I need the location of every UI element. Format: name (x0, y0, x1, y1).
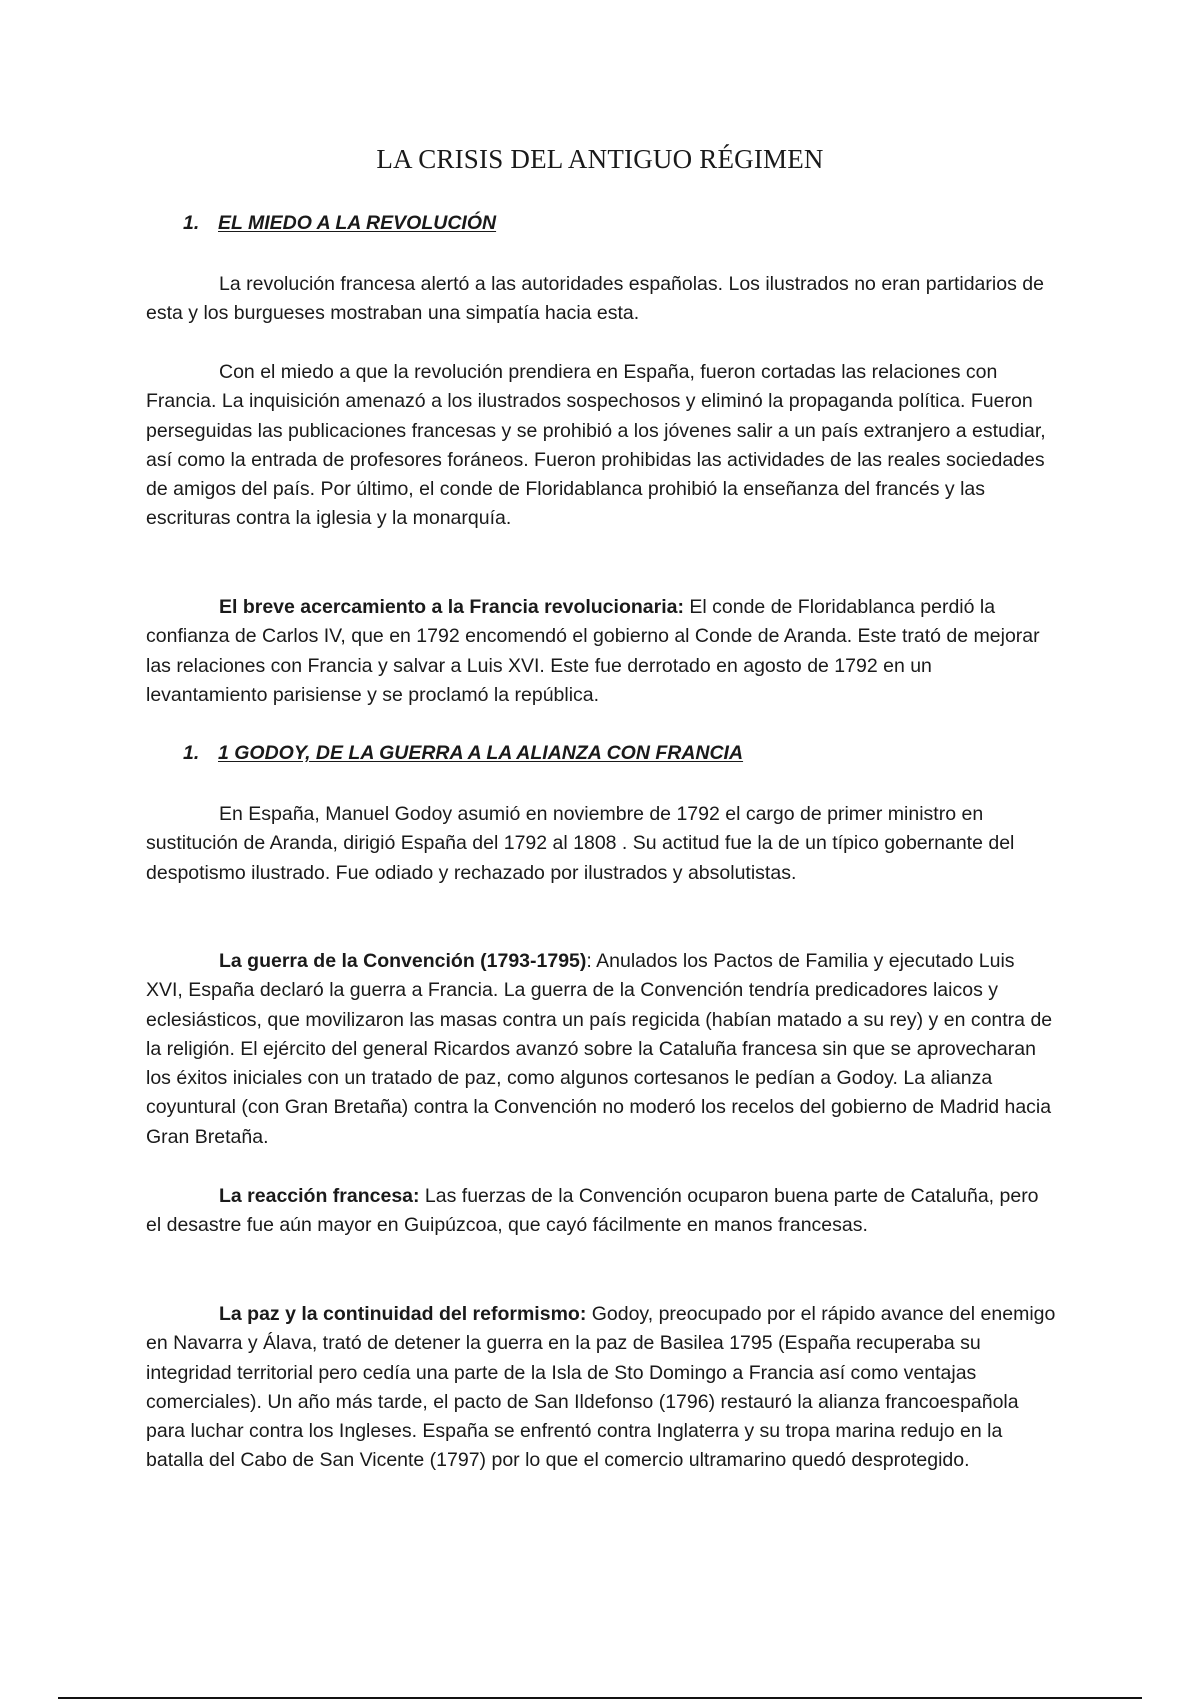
paragraph-revolucion-alerta: La revolución francesa alertó a las autoridades españolas. Los ilustrados no eran partidarios de esta y los burgueses mostraban una simpatía hacia esta. (146, 273, 1044, 325)
paragraph-bold-lead: El breve acercamiento a la Francia revolucionaria: (219, 596, 684, 618)
section-heading-godoy (183, 742, 743, 765)
footer-divider (58, 1697, 1142, 1699)
paragraph-bold-lead: La guerra de la Convención (1793-1795) (219, 950, 587, 972)
paragraph-body: Godoy, preocupado por el rápido avance del enemigo en Navarra y Álava, trató de detener la guerra en la paz de Basilea 1795 (España recuperaba su integridad territorial pero cedía una parte de la Isla de Sto Domingo a Francia así como ventajas comerciales). Un año más tarde, el pacto de San Ildefonso (1796) restauró la alianza francoespañola para luchar contra los Ingleses. España se enfrentó contra Inglaterra y su tropa marina redujo en la batalla del Cabo de San Vicente (1797) por lo que el comercio ultramarino quedó desprotegido. (146, 1303, 1056, 1472)
paragraph-body: : Anulados los Pactos de Familia y ejecutado Luis XVI, España declaró la guerra a Francia. La guerra de la Convención tendría predicadores laicos y eclesiásticos, que movilizaron las masas contra un país regicida (habían matado a su rey) y en contra de la religión. El ejército del general Ricardos avanzó sobre la Cataluña francesa sin que se aprovecharan los éxitos iniciales con un tratado de paz, como algunos cortesanos le pedían a Godoy. La alianza coyuntural (con Gran Bretaña) contra la Convención no moderó los recelos del gobierno de Madrid hacia Gran Bretaña. (146, 950, 1053, 1148)
section-number: 1. (183, 742, 200, 764)
paragraph-miedo-revolucion: Con el miedo a que la revolución prendiera en España, fueron cortadas las relaciones con Francia. La inquisición amenazó a los ilustrados sospechosos y eliminó la propaganda política. Fueron perseguidas las publicaciones francesas y se prohibió a los jóvenes salir a un país extranjero a estudiar, así como la entrada de profesores foráneos. Fueron prohibidas las actividades de las reales sociedades de amigos del país. Por último, el conde de Floridablanca prohibió la enseñanza del francés y las escrituras contra la iglesia y la monarquía. (146, 361, 1046, 530)
paragraph-godoy-asumio: En España, Manuel Godoy asumió en noviembre de 1792 el cargo de primer ministro en sustitución de Aranda, dirigió España del 1792 al 1808 . Su actitud fue la de un típico gobernante del despotismo ilustrado. Fue odiado y rechazado por ilustrados y absolutistas. (146, 803, 1015, 884)
paragraph-guerra-convencion (146, 947, 1056, 1152)
paragraph-body: El conde de Floridablanca perdió la confianza de Carlos IV, que en 1792 encomendó el gobierno al Conde de Aranda. Este trató de mejorar las relaciones con Francia y salvar a Luis XVI. Este fue derrotado en agosto de 1792 en un levantamiento parisiense y se proclamó la república. (146, 596, 1040, 706)
paragraph-bold-lead: La reacción francesa: (219, 1185, 420, 1207)
document-title: LA CRISIS DEL ANTIGUO RÉGIMEN (376, 144, 824, 174)
paragraph-body: Las fuerzas de la Convención ocuparon buena parte de Cataluña, pero el desastre fue aún mayor en Guipúzcoa, que cayó fácilmente en manos francesas. (146, 1185, 1039, 1237)
section-heading-text: 1 GODOY, DE LA GUERRA A LA ALIANZA CON FRANCIA (218, 742, 744, 764)
paragraph-breve-acercamiento (146, 593, 1056, 710)
section-heading-text: EL MIEDO A LA REVOLUCIÓN (218, 212, 497, 234)
section-heading-miedo (183, 212, 496, 235)
paragraph-reaccion-francesa (146, 1182, 1056, 1241)
paragraph-paz-reformismo (146, 1300, 1056, 1476)
section-number: 1. (183, 212, 200, 234)
paragraph-bold-lead: La paz y la continuidad del reformismo: (219, 1303, 587, 1325)
